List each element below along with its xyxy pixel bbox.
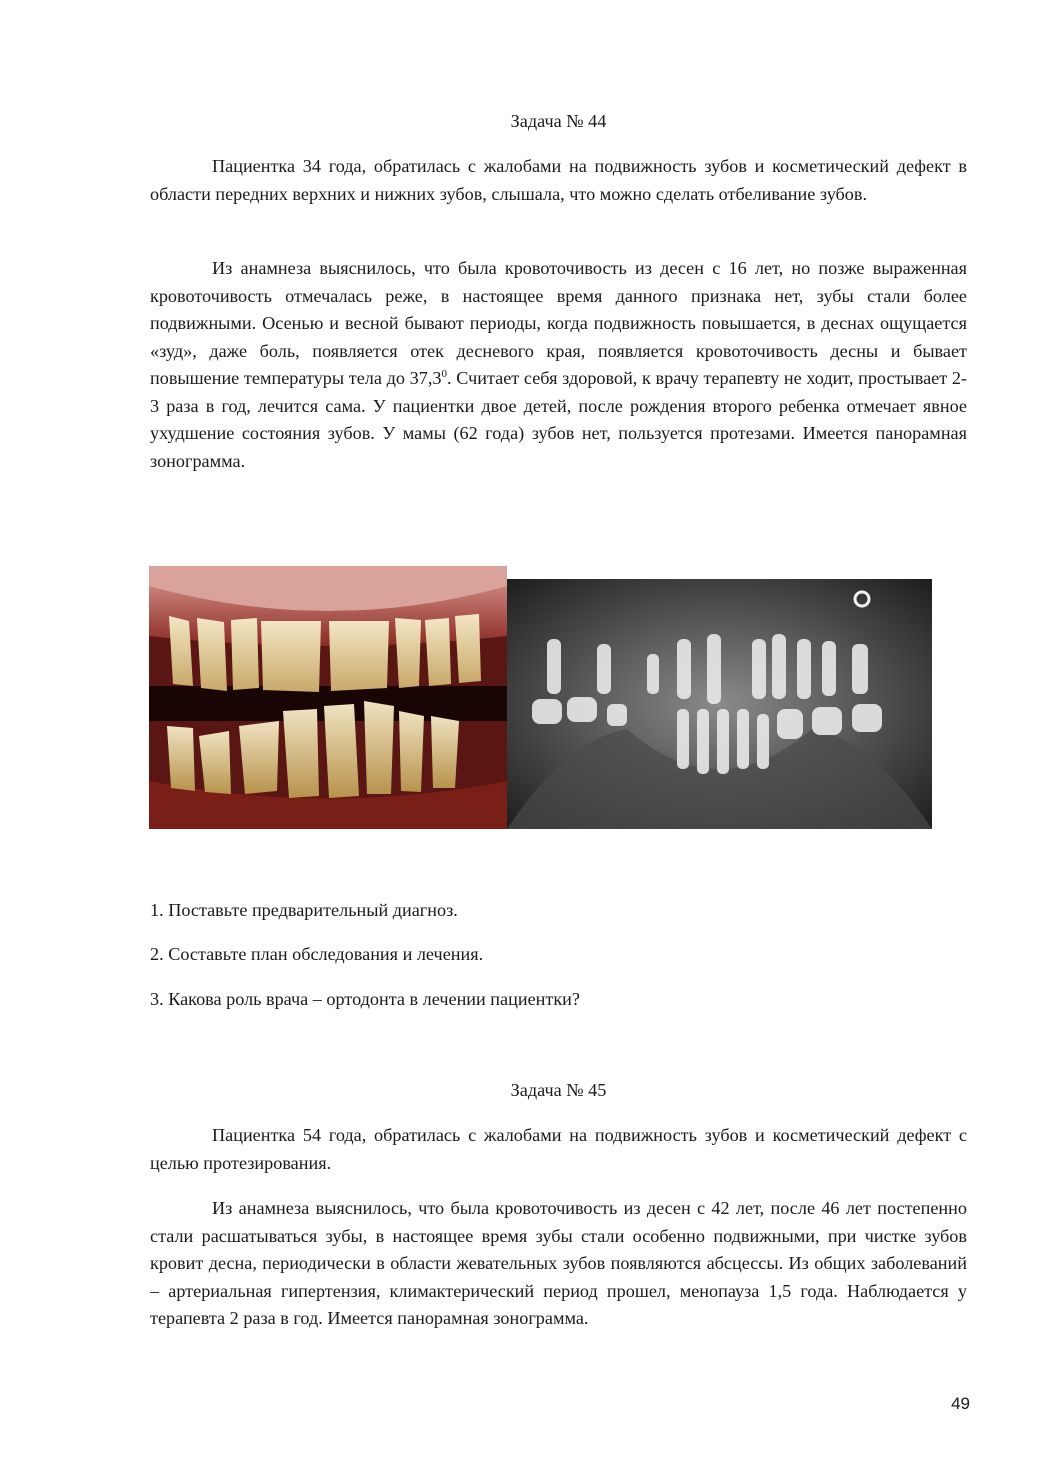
task-44-paragraph-2-part-b: . Считает себя здоровой, к врачу терапевту не ходит, простывает 2-3 раза в год, лечится сама. У пациентки двое детей, после рождения второго ребенка отмечает явное ухудшение состояния зубов. У мамы (62 года) зубов нет, пользуется протезами. Имеется панорамная зонограмма. [150,368,967,471]
task-44-complaint [150,153,967,208]
task-45-anamnesis [150,1195,967,1333]
task-45-title: Задача № 45 [510,1080,607,1100]
clinical-photo-teeth [149,566,507,829]
question-2: 2. Составьте план обследования и лечения. [150,944,484,964]
question-3: 3. Какова роль врача – ортодонта в лечении пациентки? [150,989,580,1009]
question-1: 1. Поставьте предварительный диагноз. [150,900,458,920]
panoramic-xray [507,579,932,829]
page-number: 49 [951,1394,970,1413]
task-44-paragraph-1: Пациентка 34 года, обратилась с жалобами на подвижность зубов и косметический дефект в области передних верхних и нижних зубов, слышала, что можно сделать отбеливание зубов. [150,156,967,204]
degree-superscript: 0 [441,367,447,380]
task-44-title: Задача № 44 [510,111,607,131]
task-44-anamnesis [150,255,967,475]
task-45-complaint [150,1122,967,1177]
task-45-paragraph-2: Из анамнеза выяснилось, что была кровоточивость из десен с 42 лет, после 46 лет постепенно стали расшатываться зубы, в настоящее время зубы стали особенно подвижными, при чистке зубов кровит десна, периодически в области жевательных зубов появляются абсцессы. Из общих заболеваний – артериальная гипертензия, климактерический период прошел, менопауза 1,5 года. Наблюдается у терапевта 2 раза в год. Имеется панорамная зонограмма. [150,1198,967,1328]
task-44-paragraph-2-part-a: Из анамнеза выяснилось, что была кровоточивость из десен с 16 лет, но позже выраженная кровоточивость отмечалась реже, в настоящее время данного признака нет, зубы стали более подвижными. Осенью и весной бывают периоды, когда подвижность повышается, в деснах ощущается «зуд», даже боль, появляется отек десневого края, появляется кровоточивость десны и бывает повышение температуры тела до 37,3 [150,258,967,388]
task-45-paragraph-1: Пациентка 54 года, обратилась с жалобами на подвижность зубов и косметический дефект с целью протезирования. [150,1125,967,1173]
